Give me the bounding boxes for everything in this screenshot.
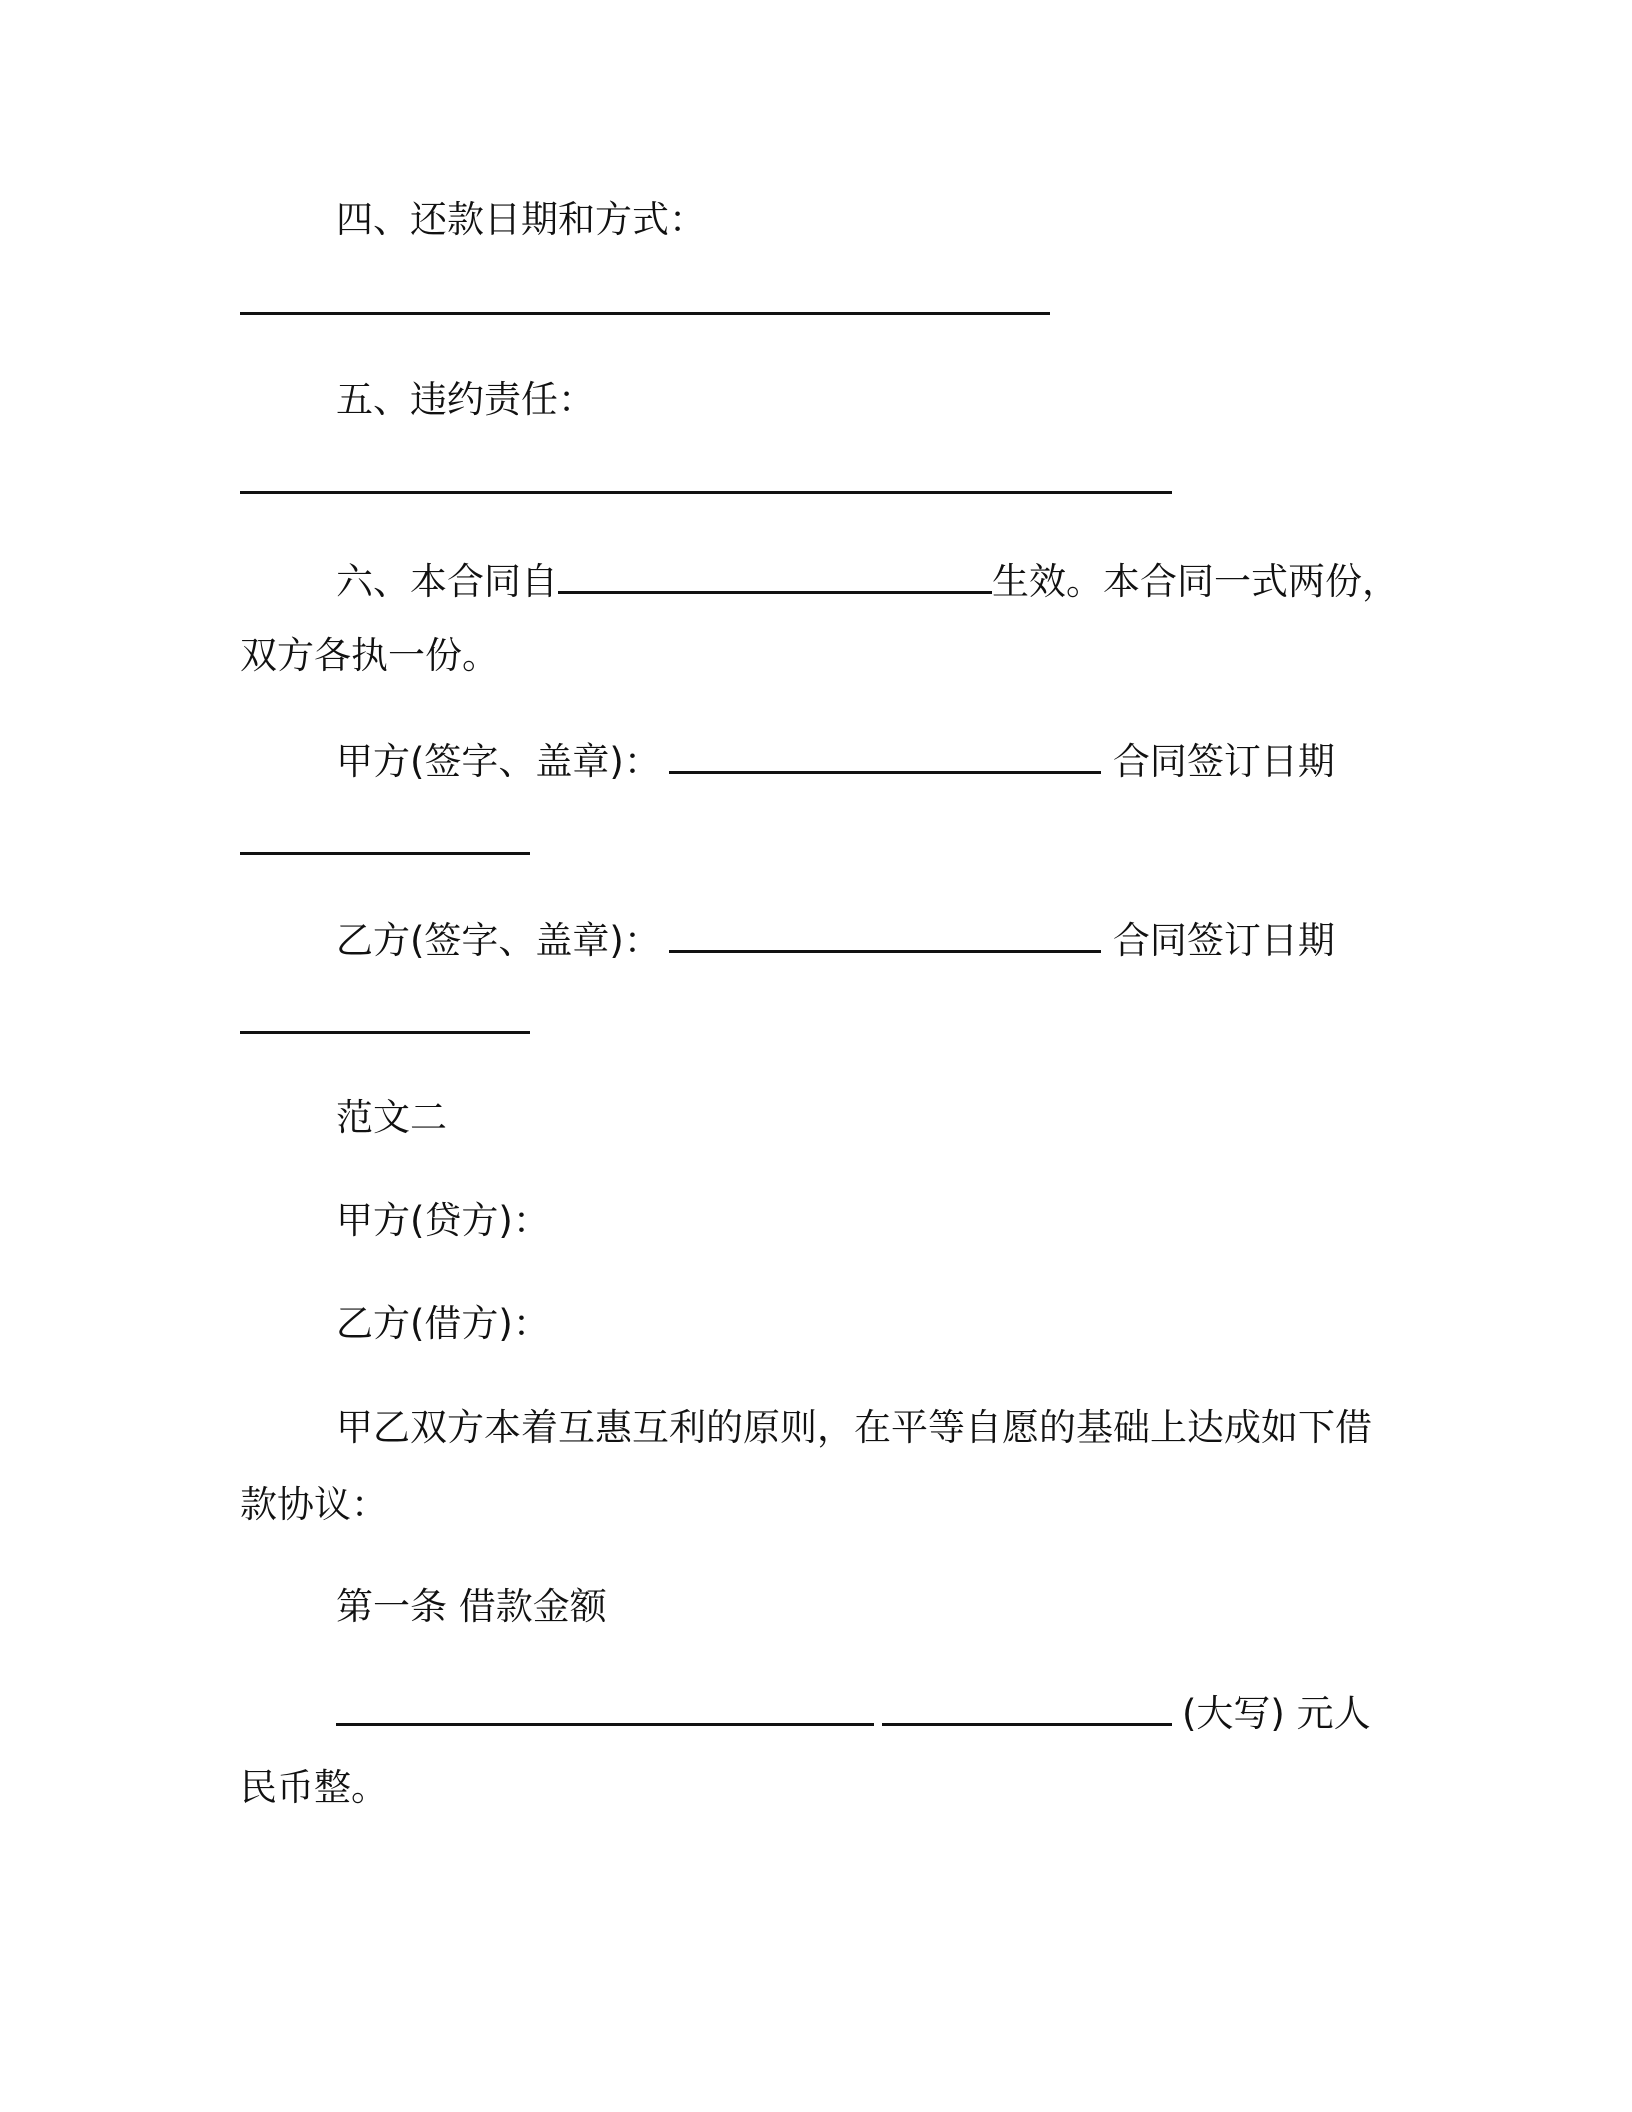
section-5-heading bbox=[240, 376, 1496, 424]
preamble-text-1: 甲乙双方本着互惠互利的原则，在平等自愿的基础上达成如下借 bbox=[336, 1406, 1372, 1449]
party-b-signature-line bbox=[240, 914, 1496, 965]
borrower-label: 乙方(借方)： bbox=[336, 1302, 550, 1345]
section-5-blank-line[interactable] bbox=[240, 491, 1172, 494]
article-1-title bbox=[240, 1583, 1496, 1631]
lender-line bbox=[240, 1197, 1496, 1245]
amount-caps-blank[interactable] bbox=[882, 1687, 1172, 1726]
party-b-sign-label: 乙方(签字、盖章)： bbox=[336, 919, 661, 962]
party-a-date-label: 合同签订日期 bbox=[1112, 740, 1335, 783]
section-6-continuation: 双方各执一份。 bbox=[240, 634, 499, 677]
section-5-text: 五、违约责任： bbox=[336, 378, 595, 421]
party-a-signature-blank[interactable] bbox=[669, 735, 1101, 774]
effective-date-blank[interactable] bbox=[558, 555, 992, 594]
party-a-date-blank[interactable] bbox=[240, 852, 530, 855]
party-b-signature-blank[interactable] bbox=[669, 914, 1101, 953]
party-b-date-blank[interactable] bbox=[240, 1031, 530, 1034]
party-b-date-label: 合同签订日期 bbox=[1112, 919, 1335, 962]
amount-line-2-text: 民币整。 bbox=[240, 1766, 388, 1809]
section-4-text: 四、还款日期和方式： bbox=[336, 198, 706, 241]
preamble-text-2: 款协议： bbox=[240, 1483, 388, 1526]
party-a-sign-label: 甲方(签字、盖章)： bbox=[336, 740, 661, 783]
article-1-title-text: 第一条 借款金额 bbox=[336, 1585, 607, 1628]
section-6-line-1 bbox=[240, 555, 1496, 606]
section-6-prefix: 六、本合同自 bbox=[336, 560, 558, 603]
loan-amount-line-2 bbox=[240, 1764, 1400, 1812]
amount-caps-label: (大写) 元人 bbox=[1182, 1692, 1371, 1735]
section-4-blank-line[interactable] bbox=[240, 312, 1050, 315]
sample-2-heading-text: 范文二 bbox=[336, 1096, 447, 1139]
loan-amount-line bbox=[240, 1687, 1496, 1738]
sample-2-heading bbox=[240, 1094, 1496, 1142]
amount-figures-blank[interactable] bbox=[336, 1687, 874, 1726]
lender-label: 甲方(贷方)： bbox=[336, 1199, 550, 1242]
section-6-line-2 bbox=[240, 632, 1400, 680]
preamble-line-1 bbox=[240, 1404, 1496, 1452]
preamble-line-2 bbox=[240, 1481, 1400, 1529]
party-a-signature-line bbox=[240, 735, 1496, 786]
borrower-line bbox=[240, 1300, 1496, 1348]
section-4-heading bbox=[240, 196, 1496, 244]
section-6-suffix: 生效。本合同一式两份， bbox=[992, 560, 1399, 603]
